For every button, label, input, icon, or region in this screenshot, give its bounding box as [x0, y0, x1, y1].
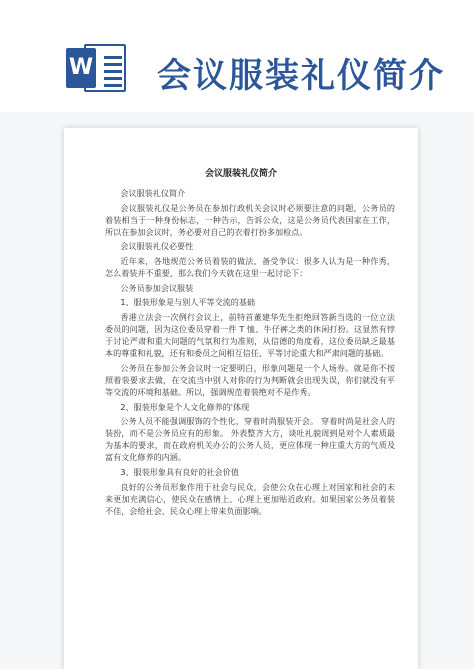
paragraph: 1、服装形象是与别人平等交流的基础 — [120, 297, 256, 308]
paragraph: 会议服装礼仪简介 — [120, 188, 186, 198]
paragraph: 2、服装形象是个人文化修养的'体现 — [120, 401, 250, 412]
paragraph: 公务人员不能强调服饰的个性化，穿着时尚服装开会。 穿着时尚是社会人的装扮，而不是公务员应有的形象。 外表整齐大方，谈吐礼貌周到是对个人素质最为基本的要求，而在政府机关办公的公务人员，更应体现一种庄重大方的气质及富有文化修养的内涵。 — [105, 416, 395, 463]
document-page — [64, 128, 418, 669]
word-doc-icon — [66, 42, 128, 94]
banner-title: 会议服装礼仪简介 — [157, 56, 445, 96]
paragraph: 近年来，各地规范公务员着装的做法，备受争议：很多人认为是一种作秀，怎么着装并不重要，那么我们今天就在这里一起讨论下： — [105, 255, 395, 279]
paragraph: 会议服装礼仪必要性 — [120, 241, 194, 252]
paragraph: 公务员参加会议服装 — [120, 282, 194, 293]
paragraph: 良好的公务员形象作用于社会与民众，会使公众在心理上对国家和社会的未来更加充满信心，使民众在感情上、心理上更加贴近政府。如果国家公务员着装不佳，会给社会、民众心理上带来负面影响。 — [105, 481, 395, 516]
word-badge: W — [66, 48, 96, 88]
banner — [0, 0, 474, 112]
paragraph: 公务员在参加公务会议时一定要明白，形象问题是一个人场券。就是你不按照着装要求去做，在交流当中别人对你的行为判断就会出现失误，你们就没有平等交流的环境和基础。所以，强调规范着装绝对不是作秀。 — [105, 362, 395, 397]
document-title: 会议服装礼仪简介 — [204, 169, 277, 179]
paragraph: 香港立法会一次例行会议上，前特首董建华先生拒绝回答新当选的一位立法委员的问题，因为这位委员穿着一件 T 恤、牛仔裤之类的休闲打扮。这显然有悖于讨论严肃和重大问题的气氛和行为准则，从信德的角度看，这位委员缺乏最基本的尊重和礼貌，还有和委员之间相互信任、平等讨论重大和严肃问题的基础。 — [105, 311, 395, 359]
paragraph: 3、服装形象具有良好的社会价值 — [120, 466, 239, 477]
paragraph: 会议服装礼仪是公务员在参加行政机关会议时必须要注意的问题，公务员的着装相当于一种身份标志，一种告示，告诉公众，这是公务员代表国家在工作，所以在参加会议时，务必要对自己的衣着打扮多加检点。 — [105, 202, 395, 237]
document-body — [105, 187, 395, 519]
